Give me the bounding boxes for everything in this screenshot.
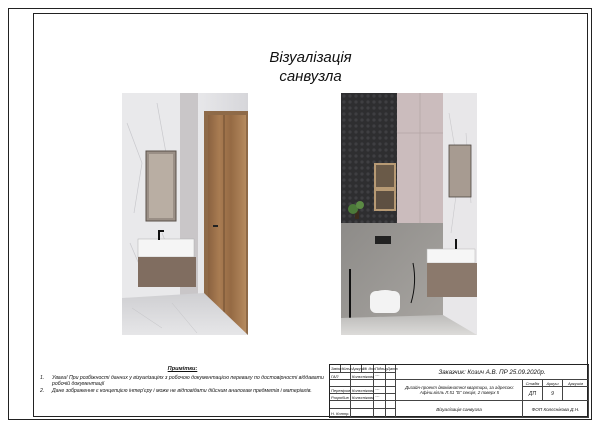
- note-number: 1.: [40, 374, 45, 381]
- title-line-2: санвузла: [279, 68, 342, 85]
- stamp-drawing-title: Візуалізація санвузла: [436, 406, 482, 412]
- stamp-head-count: Кільк.: [342, 366, 353, 371]
- stamp-stage-label: Стадія: [525, 380, 540, 386]
- render-bathroom-toilet: [341, 93, 477, 335]
- stamp-role: Н. Контр.: [331, 410, 350, 416]
- stamp-company: ФОП Колєснікова Д.Н.: [531, 406, 580, 412]
- note-text: Дане зображення є концепцією інтер'єру і може не відповідати дійсним аналогам предметів і матеріалів.: [52, 387, 312, 394]
- note-text: Увага! При розбіжності данних у візуалізаціях з робочою документацією перевагу по достовірності віддавати робочій документації: [52, 374, 324, 388]
- title-line-1: Візуалізація: [269, 49, 352, 66]
- stamp-stage: ДП: [528, 390, 537, 397]
- drawing-frame: [33, 13, 588, 417]
- stamp-head-date: Дата: [387, 366, 398, 371]
- signature-mark: 〰: [375, 394, 379, 399]
- signature-mark: 〰: [375, 373, 379, 378]
- note-item: [40, 388, 325, 395]
- stamp-role: Розробив: [331, 394, 349, 400]
- stamp-project: Дизайн-проект двокімнатної квартири, за адресою: Афіни.вілль Л.51 "Б" секція, 2 поверх 5: [405, 385, 514, 395]
- note-number: 2.: [40, 387, 45, 394]
- signature-mark: 〰: [375, 387, 379, 392]
- render-bathroom-door: [122, 93, 248, 335]
- title-block: [329, 364, 589, 418]
- stamp-name: Колєснікова: [352, 394, 375, 400]
- note-item: [40, 375, 325, 388]
- stamp-sheet-label: Аркуш: [546, 380, 559, 386]
- stamp-role: Перевірив: [331, 387, 351, 393]
- stamp-sheets-label: Аркушів: [567, 380, 584, 386]
- page-title: [34, 48, 587, 86]
- stamp-role: ГАП: [331, 373, 339, 379]
- notes-heading: Примітки:: [167, 366, 198, 372]
- stamp-customer: Заказчик: Козич А.В. ПР 25.09.2020р.: [438, 368, 546, 376]
- stamp-head-sign: Підпис: [375, 366, 388, 371]
- stamp-head-change: Зміна: [331, 366, 342, 371]
- notes-block: [40, 366, 325, 394]
- drawing-sheet: [8, 8, 592, 420]
- stamp-sheet: 9: [551, 390, 554, 397]
- stamp-name: Колєснікова: [352, 387, 375, 393]
- render-bathroom-door-image: [122, 93, 248, 335]
- render-bathroom-toilet-image: [341, 93, 477, 335]
- stamp-head-sheet: Аркуш: [352, 366, 365, 371]
- stamp-head-docnum: № док.: [363, 366, 376, 371]
- stamp-name: Колєснікова: [352, 373, 375, 379]
